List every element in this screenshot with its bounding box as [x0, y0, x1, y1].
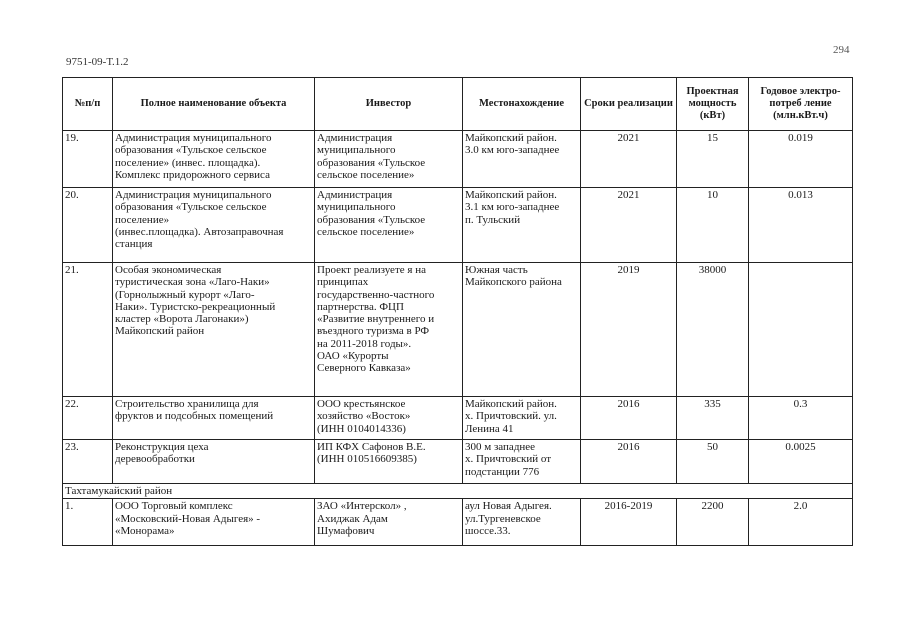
- table-row: [63, 440, 853, 484]
- objects-table: [62, 77, 853, 546]
- header-name: Полное наименование объекта: [113, 78, 315, 131]
- row-power: 335: [677, 397, 749, 440]
- header-power: Проектная мощность (кВт): [677, 78, 749, 131]
- section-row: [63, 484, 853, 499]
- table-row: [63, 499, 853, 546]
- row-consumption: [749, 263, 853, 397]
- row-investor: Проект реализуете я на принципах государственно-частного партнерства. ФЦП «Развитие внутреннего и въездного туризма в РФ на 2011-2018 годы». ОАО «Курорты Северного Кавказа»: [315, 263, 463, 397]
- row-consumption: 0.013: [749, 188, 853, 263]
- row-investor: ИП КФХ Сафонов В.Е. (ИНН 010516609385): [315, 440, 463, 484]
- row-terms: 2021: [581, 131, 677, 188]
- row-location: аул Новая Адыгея. ул.Тургеневское шоссе.33.: [463, 499, 581, 546]
- row-investor: ООО крестьянское хозяйство «Восток» (ИНН 0104014336): [315, 397, 463, 440]
- page-number: 294: [833, 44, 850, 56]
- section-title: Тахтамукайский район: [63, 484, 853, 499]
- row-consumption: 0.3: [749, 397, 853, 440]
- table-row: [63, 131, 853, 188]
- row-consumption: 0.0025: [749, 440, 853, 484]
- row-name: Особая экономическая туристическая зона «Лаго-Наки» (Горнолыжный курорт «Лаго- Наки». Туристско-рекреационный кластер «Ворота Лагонаки») Майкопский район: [113, 263, 315, 397]
- row-consumption: 0.019: [749, 131, 853, 188]
- row-num: 23.: [63, 440, 113, 484]
- row-location: 300 м западнее х. Причтовский от подстанции 776: [463, 440, 581, 484]
- header-num: №п/п: [63, 78, 113, 131]
- row-name: Строительство хранилища для фруктов и подсобных помещений: [113, 397, 315, 440]
- row-num: 22.: [63, 397, 113, 440]
- row-name: Реконструкция цеха деревообработки: [113, 440, 315, 484]
- row-power: 50: [677, 440, 749, 484]
- row-power: 2200: [677, 499, 749, 546]
- header-consumption: Годовое электро-потреб ление (млн.кВт.ч): [749, 78, 853, 131]
- table-row: [63, 263, 853, 397]
- row-num: 21.: [63, 263, 113, 397]
- row-location: Майкопский район. х. Причтовский. ул. Ленина 41: [463, 397, 581, 440]
- table-row: [63, 188, 853, 263]
- row-power: 38000: [677, 263, 749, 397]
- row-terms: 2019: [581, 263, 677, 397]
- row-location: Майкопский район. 3.0 км юго-западнее: [463, 131, 581, 188]
- row-num: 20.: [63, 188, 113, 263]
- row-location: Южная часть Майкопского района: [463, 263, 581, 397]
- row-terms: 2016: [581, 440, 677, 484]
- row-power: 15: [677, 131, 749, 188]
- row-name: ООО Торговый комплекс «Московский-Новая Адыгея» - «Монорама»: [113, 499, 315, 546]
- row-power: 10: [677, 188, 749, 263]
- row-num: 1.: [63, 499, 113, 546]
- row-consumption: 2.0: [749, 499, 853, 546]
- document-code: 9751-09-Т.1.2: [66, 56, 129, 68]
- row-terms: 2016-2019: [581, 499, 677, 546]
- row-location: Майкопский район. 3.1 км юго-западнее п. Тульский: [463, 188, 581, 263]
- row-terms: 2021: [581, 188, 677, 263]
- row-name: Администрация муниципального образования «Тульское сельское поселение» (инвес.площадка). Автозаправочная станция: [113, 188, 315, 263]
- row-terms: 2016: [581, 397, 677, 440]
- row-name: Администрация муниципального образования «Тульское сельское поселение» (инвес. площадка). Комплекс придорожного сервиса: [113, 131, 315, 188]
- header-location: Местонахождение: [463, 78, 581, 131]
- row-investor: ЗАО «Интерскол» , Ахиджак Адам Шумафович: [315, 499, 463, 546]
- table-row: [63, 397, 853, 440]
- row-investor: Администрация муниципального образования «Тульское сельское поселение»: [315, 188, 463, 263]
- row-num: 19.: [63, 131, 113, 188]
- row-investor: Администрация муниципального образования «Тульское сельское поселение»: [315, 131, 463, 188]
- header-investor: Инвестор: [315, 78, 463, 131]
- header-terms: Сроки реализации: [581, 78, 677, 131]
- header-row: [63, 78, 853, 131]
